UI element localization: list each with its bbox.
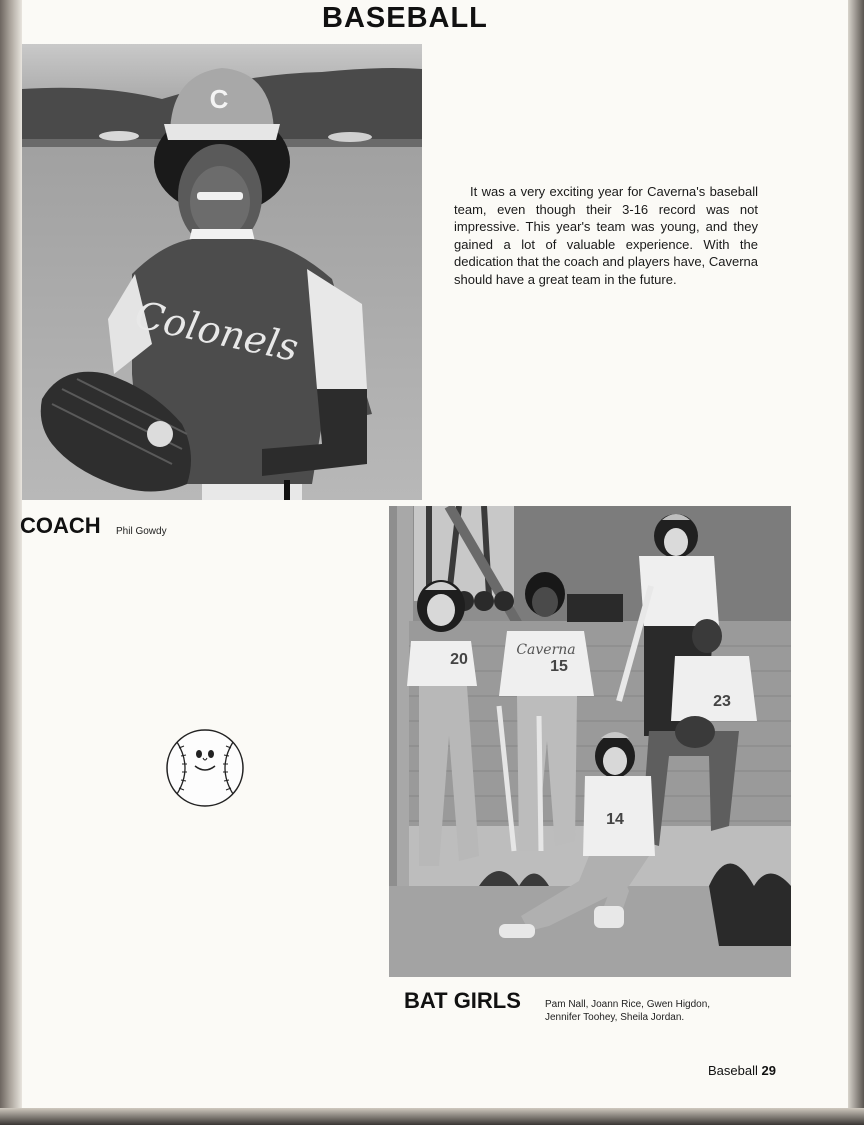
jersey-number-20: 20 [450, 651, 468, 668]
jersey-number-23: 23 [713, 693, 731, 710]
page-edge-bottom [0, 1108, 864, 1125]
coach-label: COACH [20, 513, 101, 538]
coach-jersey-text: Colonels [131, 292, 303, 371]
article-body: It was a very exciting year for Caverna's baseball team, even though their 3-16 record was not impressive. This year's team was young, and they gained a lot of valuable experience. With the dedication that the coach and players have, Caverna should have a great team in the future. [454, 184, 758, 287]
folio-section: Baseball [708, 1063, 758, 1078]
smiling-baseball-icon [165, 728, 245, 808]
page-title: BASEBALL [322, 2, 488, 34]
bat-girls-names: Pam Nall, Joann Rice, Gwen Higdon, Jennifer Toohey, Sheila Jordan. [545, 999, 711, 1023]
coach-photo [22, 44, 422, 500]
jersey-script-center: Caverna [516, 642, 576, 658]
jersey-number-14: 14 [606, 811, 624, 828]
page-spine-shadow [0, 0, 22, 1108]
page-folio [708, 1063, 776, 1078]
page-edge-right [848, 0, 864, 1125]
folio-page-number: 29 [761, 1063, 776, 1078]
bat-girls-label: BAT GIRLS [404, 988, 521, 1013]
coach-cap-letter: C [209, 84, 229, 114]
coach-name: Phil Gowdy [116, 526, 167, 537]
bat-girls-photo [389, 506, 791, 977]
jersey-number-15: 15 [550, 658, 568, 675]
